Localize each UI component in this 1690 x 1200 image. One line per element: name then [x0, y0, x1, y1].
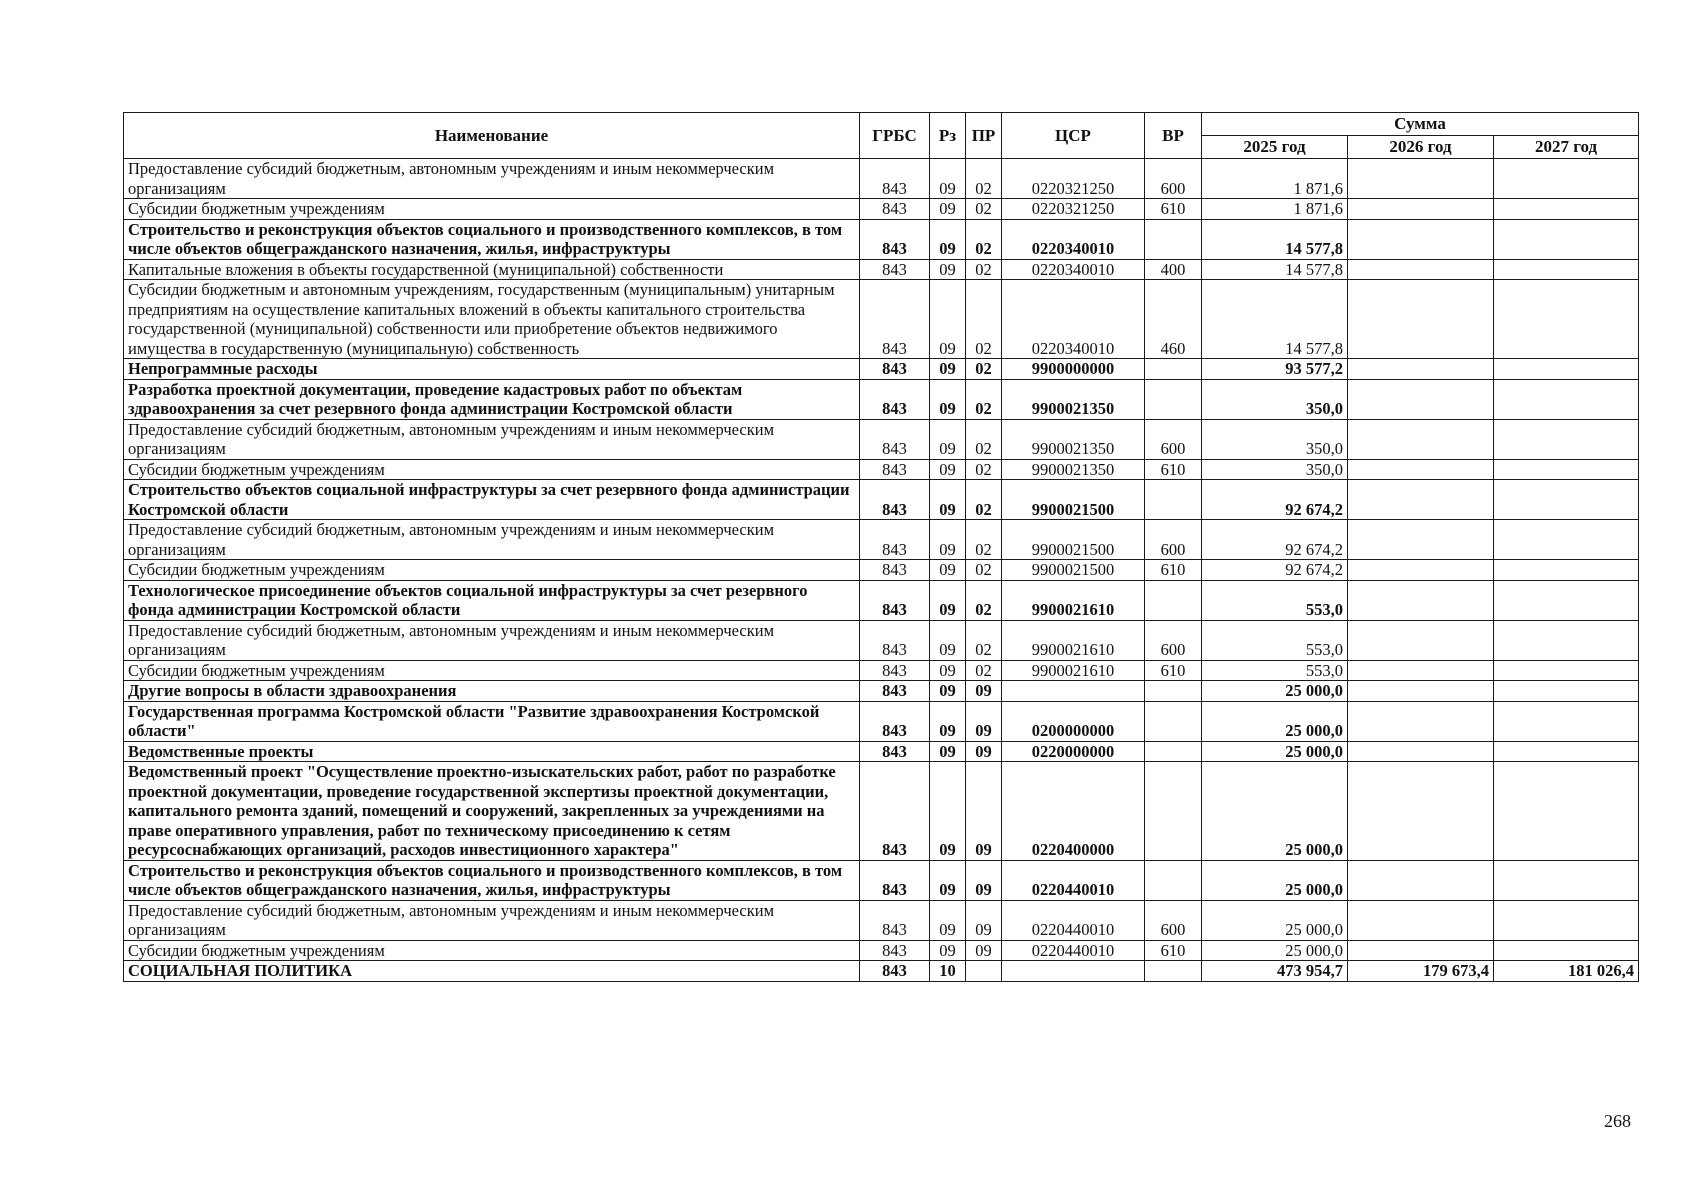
table-row [124, 620, 1639, 660]
cell-pr: 02 [966, 379, 1002, 419]
cell-2027 [1494, 762, 1639, 861]
cell-rz: 09 [930, 762, 966, 861]
cell-vr [1145, 860, 1202, 900]
cell-name: Предоставление субсидий бюджетным, автономным учреждениям и иным некоммерческим организациям [124, 520, 860, 560]
cell-2025: 553,0 [1202, 660, 1348, 681]
cell-pr: 02 [966, 359, 1002, 380]
cell-rz: 10 [930, 961, 966, 982]
cell-grbs: 843 [860, 620, 930, 660]
cell-name: Строительство объектов социальной инфраструктуры за счет резервного фонда администрации Костромской области [124, 480, 860, 520]
cell-csr: 0220440010 [1002, 860, 1145, 900]
cell-csr: 0220321250 [1002, 199, 1145, 220]
table-row [124, 681, 1639, 702]
cell-pr: 02 [966, 660, 1002, 681]
cell-name: Разработка проектной документации, проведение кадастровых работ по объектам здравоохранения за счет резервного фонда администрации Костромской области [124, 379, 860, 419]
cell-2027 [1494, 560, 1639, 581]
cell-2027 [1494, 199, 1639, 220]
cell-grbs: 843 [860, 159, 930, 199]
cell-vr: 600 [1145, 620, 1202, 660]
table-row [124, 900, 1639, 940]
cell-2027 [1494, 219, 1639, 259]
cell-vr [1145, 961, 1202, 982]
table-row [124, 741, 1639, 762]
cell-csr: 0220321250 [1002, 159, 1145, 199]
cell-2027 [1494, 259, 1639, 280]
cell-name: Субсидии бюджетным учреждениям [124, 199, 860, 220]
cell-csr: 9900021500 [1002, 520, 1145, 560]
cell-vr [1145, 741, 1202, 762]
cell-csr: 0220440010 [1002, 900, 1145, 940]
cell-pr: 09 [966, 741, 1002, 762]
cell-rz: 09 [930, 860, 966, 900]
cell-rz: 09 [930, 359, 966, 380]
cell-vr: 610 [1145, 560, 1202, 581]
cell-2027 [1494, 900, 1639, 940]
cell-rz: 09 [930, 379, 966, 419]
cell-name: Государственная программа Костромской области "Развитие здравоохранения Костромской области" [124, 701, 860, 741]
budget-table [123, 112, 1639, 982]
cell-grbs: 843 [860, 379, 930, 419]
cell-2026 [1348, 560, 1494, 581]
cell-vr: 600 [1145, 900, 1202, 940]
cell-2027 [1494, 741, 1639, 762]
cell-2026 [1348, 940, 1494, 961]
cell-grbs: 843 [860, 419, 930, 459]
cell-2027 [1494, 860, 1639, 900]
cell-vr: 610 [1145, 199, 1202, 220]
table-row [124, 860, 1639, 900]
cell-pr: 02 [966, 219, 1002, 259]
cell-csr [1002, 681, 1145, 702]
cell-rz: 09 [930, 520, 966, 560]
cell-2025: 92 674,2 [1202, 560, 1348, 581]
cell-name: Субсидии бюджетным учреждениям [124, 660, 860, 681]
cell-2027 [1494, 701, 1639, 741]
cell-2026 [1348, 480, 1494, 520]
cell-2027 [1494, 520, 1639, 560]
table-row [124, 940, 1639, 961]
cell-vr [1145, 701, 1202, 741]
cell-csr: 0200000000 [1002, 701, 1145, 741]
cell-csr: 9900021350 [1002, 459, 1145, 480]
cell-pr: 02 [966, 199, 1002, 220]
cell-2027 [1494, 419, 1639, 459]
cell-pr: 02 [966, 159, 1002, 199]
table-row [124, 480, 1639, 520]
cell-grbs: 843 [860, 900, 930, 940]
cell-2025: 473 954,7 [1202, 961, 1348, 982]
cell-vr: 610 [1145, 660, 1202, 681]
cell-name: Непрограммные расходы [124, 359, 860, 380]
cell-vr [1145, 219, 1202, 259]
cell-2026 [1348, 159, 1494, 199]
col-header-2027: 2027 год [1494, 136, 1639, 159]
table-row [124, 580, 1639, 620]
cell-vr: 610 [1145, 459, 1202, 480]
cell-vr [1145, 681, 1202, 702]
cell-2027 [1494, 580, 1639, 620]
table-row [124, 259, 1639, 280]
cell-2025: 92 674,2 [1202, 480, 1348, 520]
cell-csr: 9900021350 [1002, 419, 1145, 459]
cell-name: Субсидии бюджетным учреждениям [124, 560, 860, 581]
cell-rz: 09 [930, 900, 966, 940]
col-header-rz: Рз [930, 113, 966, 159]
cell-grbs: 843 [860, 259, 930, 280]
cell-pr: 02 [966, 280, 1002, 359]
cell-2027 [1494, 159, 1639, 199]
cell-csr: 9900021500 [1002, 480, 1145, 520]
cell-csr: 0220340010 [1002, 219, 1145, 259]
cell-2027 [1494, 940, 1639, 961]
cell-2025: 25 000,0 [1202, 681, 1348, 702]
cell-grbs: 843 [860, 660, 930, 681]
table-row [124, 762, 1639, 861]
cell-2026 [1348, 520, 1494, 560]
cell-2026 [1348, 620, 1494, 660]
cell-pr: 09 [966, 701, 1002, 741]
table-row [124, 560, 1639, 581]
cell-2026 [1348, 419, 1494, 459]
cell-rz: 09 [930, 480, 966, 520]
cell-name: Ведомственный проект "Осуществление проектно-изыскательских работ, работ по разработке проектной документации, проведение государственной экспертизы проектной документации, капитального ремонта зданий, помещений и сооружений, закрепленных за учреждениями на праве оперативного управления, работ по техническому присоединению к сетям ресурсоснабжающих организаций, расходов инвестиционного характера" [124, 762, 860, 861]
cell-grbs: 843 [860, 560, 930, 581]
cell-2026 [1348, 459, 1494, 480]
cell-pr [966, 961, 1002, 982]
cell-2027 [1494, 379, 1639, 419]
cell-2026 [1348, 199, 1494, 220]
cell-vr: 400 [1145, 259, 1202, 280]
cell-csr: 0220000000 [1002, 741, 1145, 762]
table-row [124, 199, 1639, 220]
cell-name: Предоставление субсидий бюджетным, автономным учреждениям и иным некоммерческим организациям [124, 620, 860, 660]
cell-vr [1145, 480, 1202, 520]
cell-2026 [1348, 900, 1494, 940]
cell-name: Субсидии бюджетным учреждениям [124, 459, 860, 480]
cell-name: СОЦИАЛЬНАЯ ПОЛИТИКА [124, 961, 860, 982]
cell-2025: 25 000,0 [1202, 701, 1348, 741]
cell-grbs: 843 [860, 741, 930, 762]
cell-2025: 25 000,0 [1202, 900, 1348, 940]
cell-2025: 350,0 [1202, 419, 1348, 459]
cell-csr: 9900021500 [1002, 560, 1145, 581]
table-row [124, 701, 1639, 741]
cell-vr: 600 [1145, 419, 1202, 459]
cell-2027 [1494, 280, 1639, 359]
cell-name: Капитальные вложения в объекты государственной (муниципальной) собственности [124, 259, 860, 280]
cell-2027 [1494, 620, 1639, 660]
cell-name: Предоставление субсидий бюджетным, автономным учреждениям и иным некоммерческим организациям [124, 900, 860, 940]
cell-2027 [1494, 459, 1639, 480]
cell-vr: 600 [1145, 159, 1202, 199]
table-row [124, 660, 1639, 681]
cell-2025: 14 577,8 [1202, 280, 1348, 359]
cell-2025: 553,0 [1202, 580, 1348, 620]
table-row [124, 280, 1639, 359]
cell-2025: 25 000,0 [1202, 940, 1348, 961]
cell-grbs: 843 [860, 520, 930, 560]
col-header-vr: ВР [1145, 113, 1202, 159]
col-header-pr: ПР [966, 113, 1002, 159]
cell-2026 [1348, 660, 1494, 681]
col-header-2026: 2026 год [1348, 136, 1494, 159]
table-row [124, 459, 1639, 480]
cell-grbs: 843 [860, 359, 930, 380]
cell-csr: 9900000000 [1002, 359, 1145, 380]
cell-name: Строительство и реконструкция объектов социального и производственного комплексов, в том числе объектов общегражданского назначения, жилья, инфраструктуры [124, 219, 860, 259]
cell-2025: 350,0 [1202, 459, 1348, 480]
cell-rz: 09 [930, 199, 966, 220]
cell-2026 [1348, 219, 1494, 259]
cell-rz: 09 [930, 701, 966, 741]
cell-grbs: 843 [860, 860, 930, 900]
cell-grbs: 843 [860, 219, 930, 259]
cell-pr: 02 [966, 419, 1002, 459]
cell-2026: 179 673,4 [1348, 961, 1494, 982]
cell-vr [1145, 762, 1202, 861]
cell-2025: 93 577,2 [1202, 359, 1348, 380]
cell-2026 [1348, 741, 1494, 762]
col-header-2025: 2025 год [1202, 136, 1348, 159]
cell-rz: 09 [930, 159, 966, 199]
cell-vr: 600 [1145, 520, 1202, 560]
cell-grbs: 843 [860, 280, 930, 359]
cell-csr: 9900021610 [1002, 620, 1145, 660]
cell-2025: 14 577,8 [1202, 259, 1348, 280]
table-row [124, 520, 1639, 560]
cell-2027: 181 026,4 [1494, 961, 1639, 982]
cell-pr: 09 [966, 900, 1002, 940]
cell-2027 [1494, 681, 1639, 702]
cell-2026 [1348, 762, 1494, 861]
cell-rz: 09 [930, 940, 966, 961]
cell-vr [1145, 359, 1202, 380]
cell-rz: 09 [930, 259, 966, 280]
cell-pr: 09 [966, 762, 1002, 861]
cell-2026 [1348, 379, 1494, 419]
cell-name: Технологическое присоединение объектов социальной инфраструктуры за счет резервного фонда администрации Костромской области [124, 580, 860, 620]
cell-rz: 09 [930, 620, 966, 660]
cell-name: Предоставление субсидий бюджетным, автономным учреждениям и иным некоммерческим организациям [124, 159, 860, 199]
cell-csr: 0220400000 [1002, 762, 1145, 861]
cell-vr [1145, 580, 1202, 620]
cell-2025: 92 674,2 [1202, 520, 1348, 560]
cell-2026 [1348, 681, 1494, 702]
cell-name: Другие вопросы в области здравоохранения [124, 681, 860, 702]
cell-2025: 25 000,0 [1202, 741, 1348, 762]
cell-2026 [1348, 580, 1494, 620]
cell-2026 [1348, 259, 1494, 280]
cell-grbs: 843 [860, 580, 930, 620]
cell-grbs: 843 [860, 199, 930, 220]
cell-2026 [1348, 359, 1494, 380]
cell-grbs: 843 [860, 480, 930, 520]
cell-name: Ведомственные проекты [124, 741, 860, 762]
table-row [124, 379, 1639, 419]
col-header-csr: ЦСР [1002, 113, 1145, 159]
cell-vr: 460 [1145, 280, 1202, 359]
cell-2027 [1494, 359, 1639, 380]
cell-csr: 0220340010 [1002, 259, 1145, 280]
cell-rz: 09 [930, 560, 966, 581]
cell-pr: 02 [966, 620, 1002, 660]
cell-2027 [1494, 660, 1639, 681]
cell-grbs: 843 [860, 961, 930, 982]
cell-2026 [1348, 860, 1494, 900]
cell-grbs: 843 [860, 701, 930, 741]
cell-vr [1145, 379, 1202, 419]
cell-2026 [1348, 280, 1494, 359]
cell-rz: 09 [930, 660, 966, 681]
table-row [124, 359, 1639, 380]
col-header-name: Наименование [124, 113, 860, 159]
cell-2025: 25 000,0 [1202, 762, 1348, 861]
cell-pr: 02 [966, 480, 1002, 520]
cell-grbs: 843 [860, 762, 930, 861]
cell-2025: 25 000,0 [1202, 860, 1348, 900]
table-row [124, 159, 1639, 199]
cell-csr: 9900021610 [1002, 660, 1145, 681]
col-header-grbs: ГРБС [860, 113, 930, 159]
cell-grbs: 843 [860, 459, 930, 480]
cell-csr: 0220440010 [1002, 940, 1145, 961]
cell-rz: 09 [930, 580, 966, 620]
cell-2025: 553,0 [1202, 620, 1348, 660]
cell-pr: 02 [966, 560, 1002, 581]
cell-name: Строительство и реконструкция объектов социального и производственного комплексов, в том числе объектов общегражданского назначения, жилья, инфраструктуры [124, 860, 860, 900]
cell-grbs: 843 [860, 681, 930, 702]
cell-2025: 1 871,6 [1202, 159, 1348, 199]
cell-pr: 09 [966, 860, 1002, 900]
col-header-sum: Сумма [1202, 113, 1639, 136]
cell-vr: 610 [1145, 940, 1202, 961]
cell-csr: 9900021350 [1002, 379, 1145, 419]
cell-pr: 09 [966, 940, 1002, 961]
cell-rz: 09 [930, 219, 966, 259]
cell-rz: 09 [930, 459, 966, 480]
cell-rz: 09 [930, 280, 966, 359]
cell-2025: 14 577,8 [1202, 219, 1348, 259]
page-number: 268 [1604, 1111, 1631, 1131]
cell-name: Субсидии бюджетным и автономным учреждениям, государственным (муниципальным) унитарным предприятиям на осуществление капитальных вложений в объекты капитального строительства государственной (муниципальной) собственности или приобретение объектов недвижимого имущества в государственную (муниципальную) собственность [124, 280, 860, 359]
cell-pr: 02 [966, 520, 1002, 560]
cell-grbs: 843 [860, 940, 930, 961]
cell-rz: 09 [930, 419, 966, 459]
table-row [124, 219, 1639, 259]
cell-csr: 0220340010 [1002, 280, 1145, 359]
cell-2026 [1348, 701, 1494, 741]
table-row [124, 961, 1639, 982]
cell-csr [1002, 961, 1145, 982]
cell-2025: 1 871,6 [1202, 199, 1348, 220]
cell-pr: 02 [966, 459, 1002, 480]
table-row [124, 419, 1639, 459]
cell-2025: 350,0 [1202, 379, 1348, 419]
cell-rz: 09 [930, 681, 966, 702]
cell-name: Субсидии бюджетным учреждениям [124, 940, 860, 961]
cell-pr: 09 [966, 681, 1002, 702]
cell-2027 [1494, 480, 1639, 520]
cell-csr: 9900021610 [1002, 580, 1145, 620]
cell-pr: 02 [966, 580, 1002, 620]
cell-name: Предоставление субсидий бюджетным, автономным учреждениям и иным некоммерческим организациям [124, 419, 860, 459]
table-body [124, 159, 1639, 982]
cell-pr: 02 [966, 259, 1002, 280]
cell-rz: 09 [930, 741, 966, 762]
